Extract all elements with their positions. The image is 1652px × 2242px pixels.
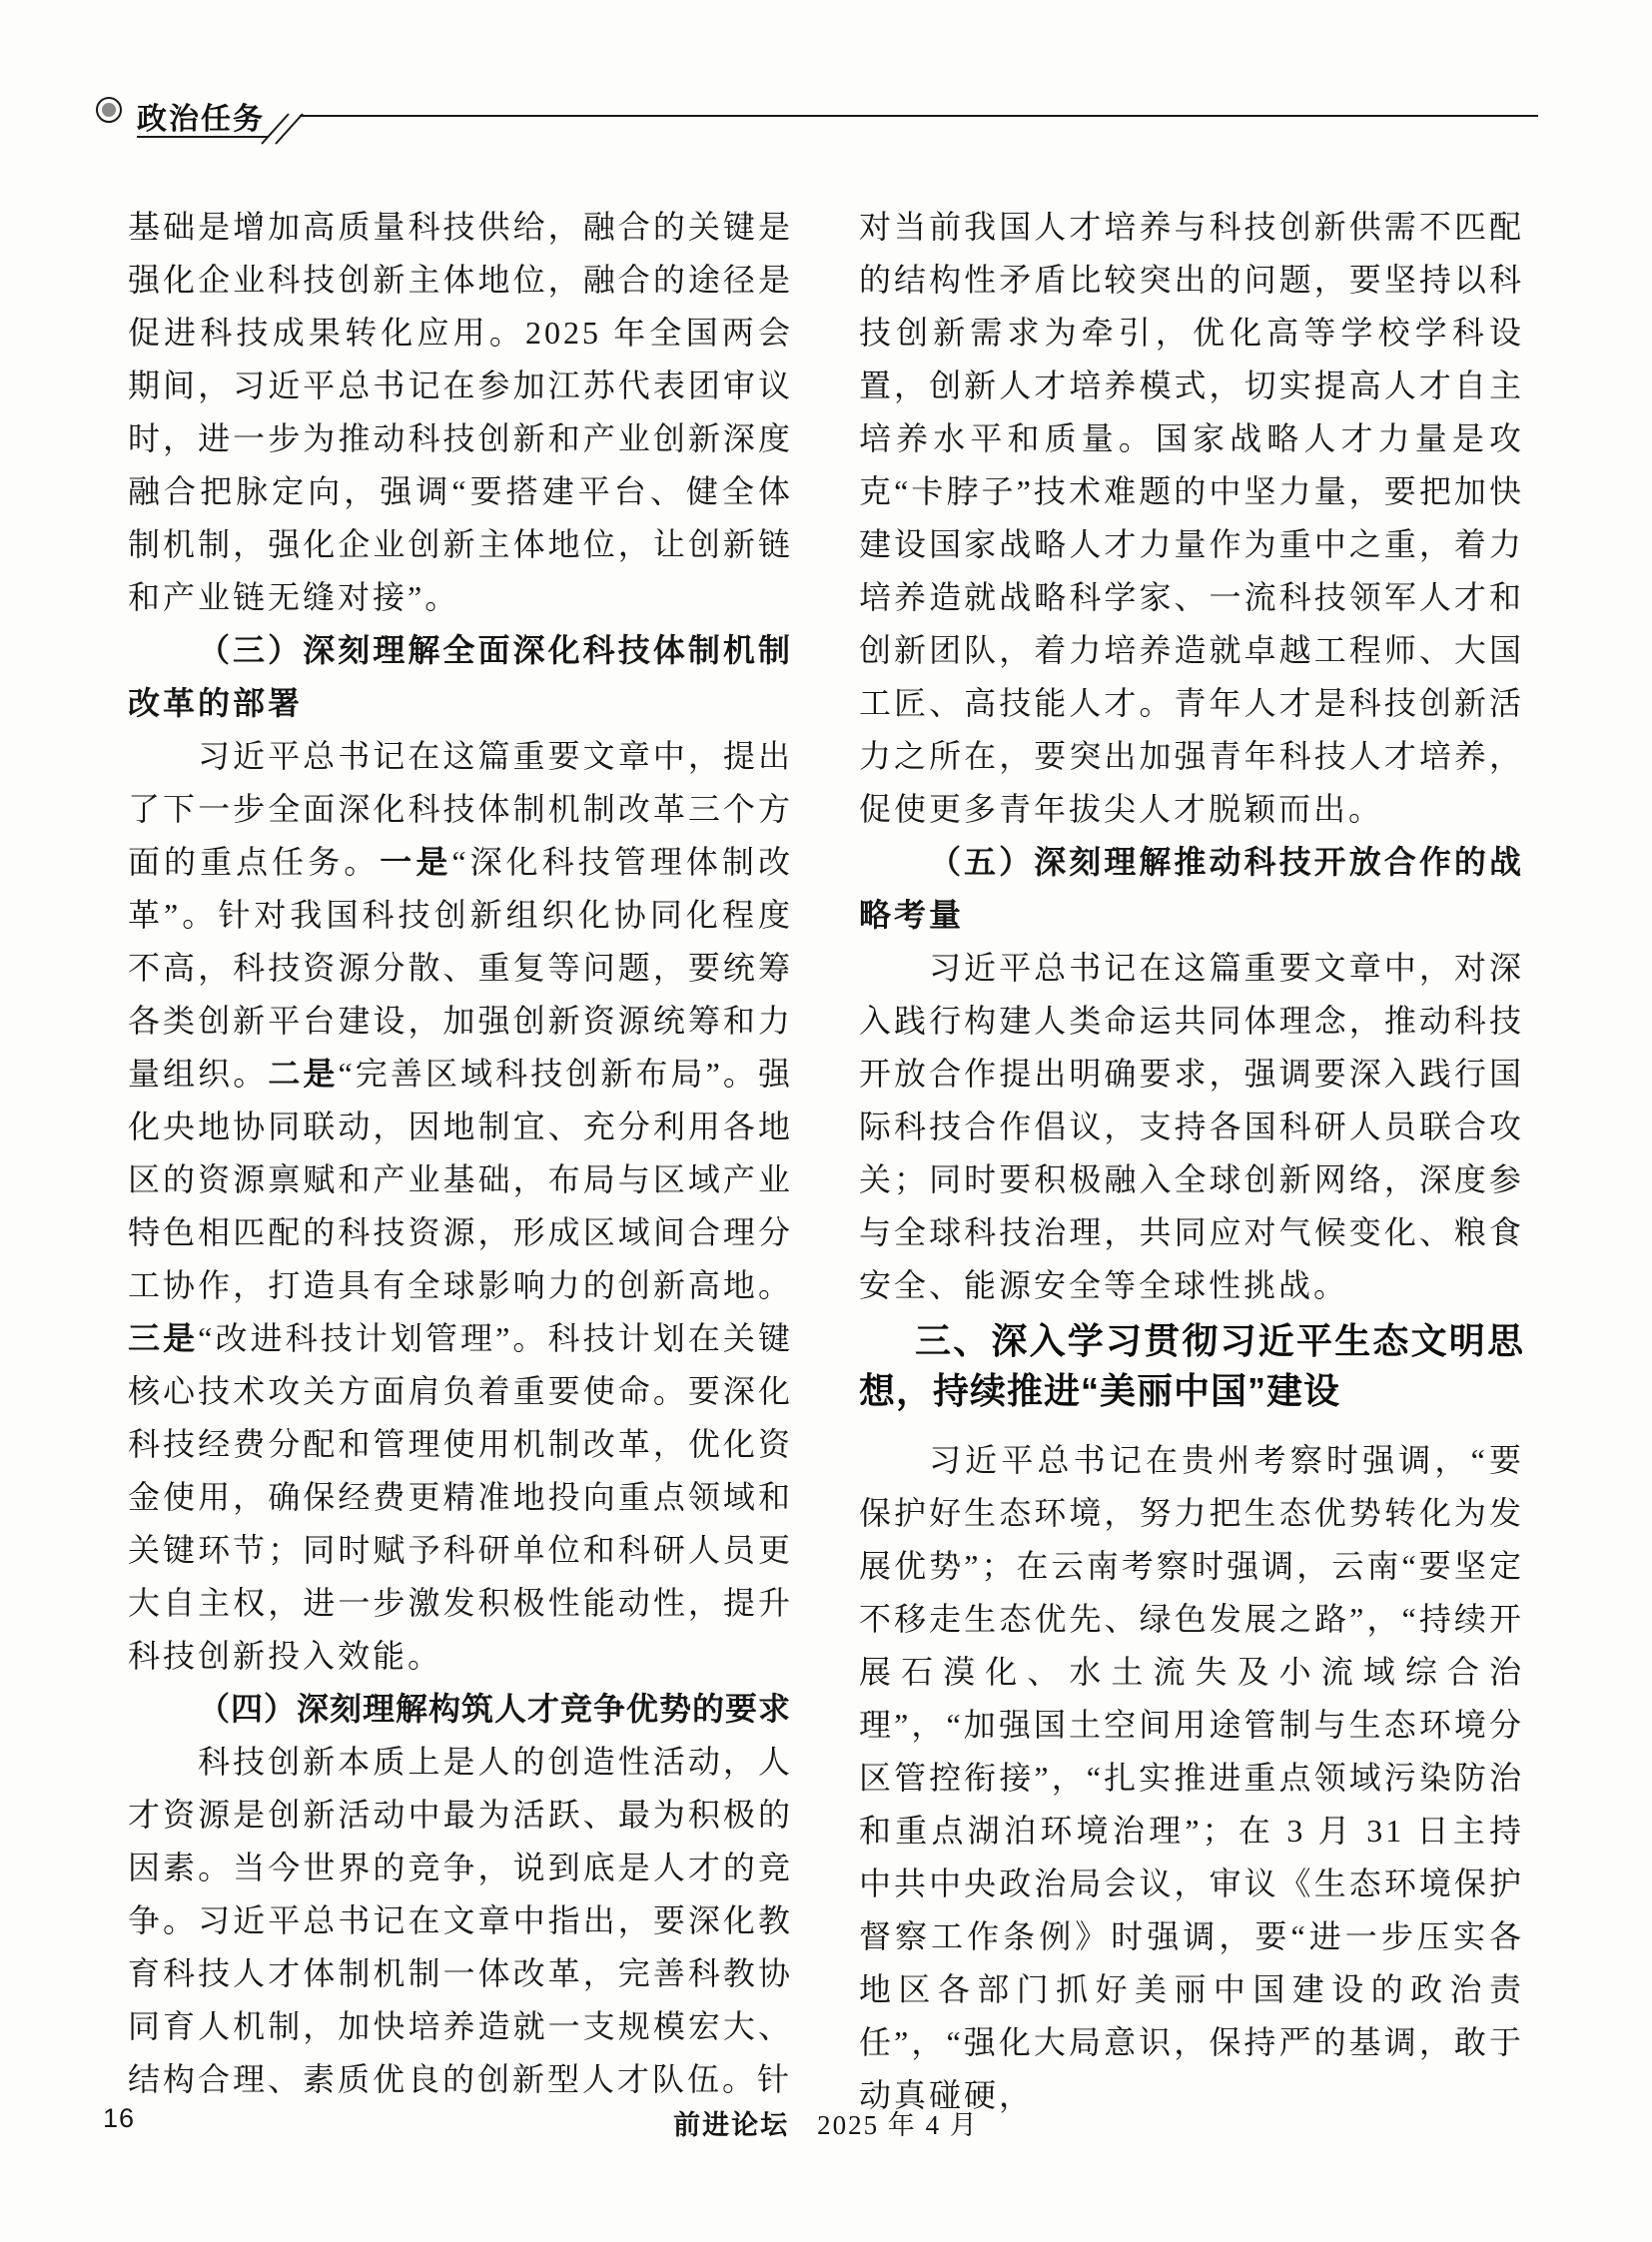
paragraph-part4: 科技创新本质上是人的创造性活动，人才资源是创新活动中最为活跃、最为积极的因素。当今世界的竞争，说到底是人才的竞争。习近平总书记在文章中指出，要深化教育科技人才体制机制一体改革，完善科教协同育人机制，加快培养造就一支规模宏大、结构合理、素质优良的创新型人才队伍。针 [128,1744,793,2097]
paragraph-ecology: 习近平总书记在贵州考察时强调，“要保护好生态环境，努力把生态优势转化为发展优势”；在云南考察时强调，云南“要坚定不移走生态优先、绿色发展之路”，“持续开展石漠化、水土流失及小流域综合治理”，“加强国土空间用途管制与生态环境分区管控衔接”，“扎实推进重点领域污染防治和重点湖泊环境治理”；在 3 月 31 日主持中共中央政治局会议，审议《生态环境保护督察工作条例》时强调，要“进一步压实各地区各部门抓好美丽中国建设的政治责任”，“强化大局意识，保持严的基调，敢于动真碰硬， [859,1442,1524,2113]
paragraph-part3-text: “改进科技计划管理”。科技计划在关键核心技术攻关方面肩负着重要使命。要深化科技经费分配和管理使用机制改革，优化资金使用，确保经费更精准地投向重点领域和关键环节；同时赋予科研单位和科研人员更大自主权，进一步激发积极性能动性，提升科技创新投入效能。 [128,1320,793,1674]
emphasis-second: 二是 [268,1056,339,1092]
section-label: 政治任务 [137,103,265,136]
footer-center [0,2103,1652,2142]
issue-date: 2025 年 4 月 [817,2110,979,2140]
paragraph-part3 [128,730,793,1683]
header-rule-decoration [0,0,1652,160]
page-footer [0,2103,1652,2143]
right-column [859,201,1524,2122]
journal-name: 前进论坛 [673,2110,790,2140]
paragraph-continuation: 基础是增加高质量科技供给，融合的关键是强化企业科技创新主体地位，融合的途径是促进科技成果转化应用。2025 年全国两会期间，习近平总书记在参加江苏代表团审议时，进一步为推动科技创新和产业创新深度融合把脉定向，强调“要搭建平台、健全体制机制，强化企业创新主体地位，让创新链和产业链无缝对接”。 [128,209,793,615]
article-body [128,201,1524,2122]
emphasis-first: 一是 [380,844,452,880]
subheading-part5: （五）深刻理解推动科技开放合作的战略考量 [859,844,1524,933]
page-number: 16 [103,2103,136,2133]
paragraph-part4-continuation: 对当前我国人才培养与科技创新供需不匹配的结构性矛盾比较突出的问题，要坚持以科技创新需求为牵引，优化高等学校学科设置，创新人才培养模式，切实提高人才自主培养水平和质量。国家战略人才力量是攻克“卡脖子”技术难题的中坚力量，要把加快建设国家战略人才力量作为重中之重，着力培养造就战略科学家、一流科技领军人才和创新团队，着力培养造就卓越工程师、大国工匠、高技能人才。青年人才是科技创新活力之所在，要突出加强青年科技人才培养，促使更多青年拔尖人才脱颖而出。 [859,209,1524,827]
paragraph-part3-text: “深化科技管理体制改革”。针对我国科技创新组织化协同化程度不高，科技资源分散、重复等问题，要统筹各类创新平台建设，加强创新资源统筹和力量组织。 [128,844,793,1092]
emphasis-third: 三是 [128,1320,199,1356]
paragraph-part3-text: “完善区域科技创新布局”。强化央地协同联动，因地制宜、充分利用各地区的资源禀赋和产业基础，布局与区域产业特色相匹配的科技资源，形成区域间合理分工协作，打造具有全球影响力的创新高地。 [128,1056,793,1303]
paragraph-part5: 习近平总书记在这篇重要文章中，对深入践行构建人类命运共同体理念，推动科技开放合作提出明确要求，强调要深入践行国际科技合作倡议，支持各国科研人员联合攻关；同时要积极融入全球创新网络，深度参与全球科技治理，共同应对气候变化、粮食安全、能源安全等全球性挑战。 [859,950,1524,1303]
section-heading-three: 三、深入学习贯彻习近平生态文明思想，持续推进“美丽中国”建设 [859,1320,1524,1411]
subheading-part4: （四）深刻理解构筑人才竞争优势的要求 [198,1691,792,1727]
left-column [128,201,793,2122]
page-header [0,0,1652,160]
subheading-part3: （三）深刻理解全面深化科技体制机制改革的部署 [128,632,793,721]
paragraph-part3-text: 习近平总书记在这篇重要文章中，提出了下一步全面深化科技体制机制改革三个方面的重点任务。 [128,738,793,880]
